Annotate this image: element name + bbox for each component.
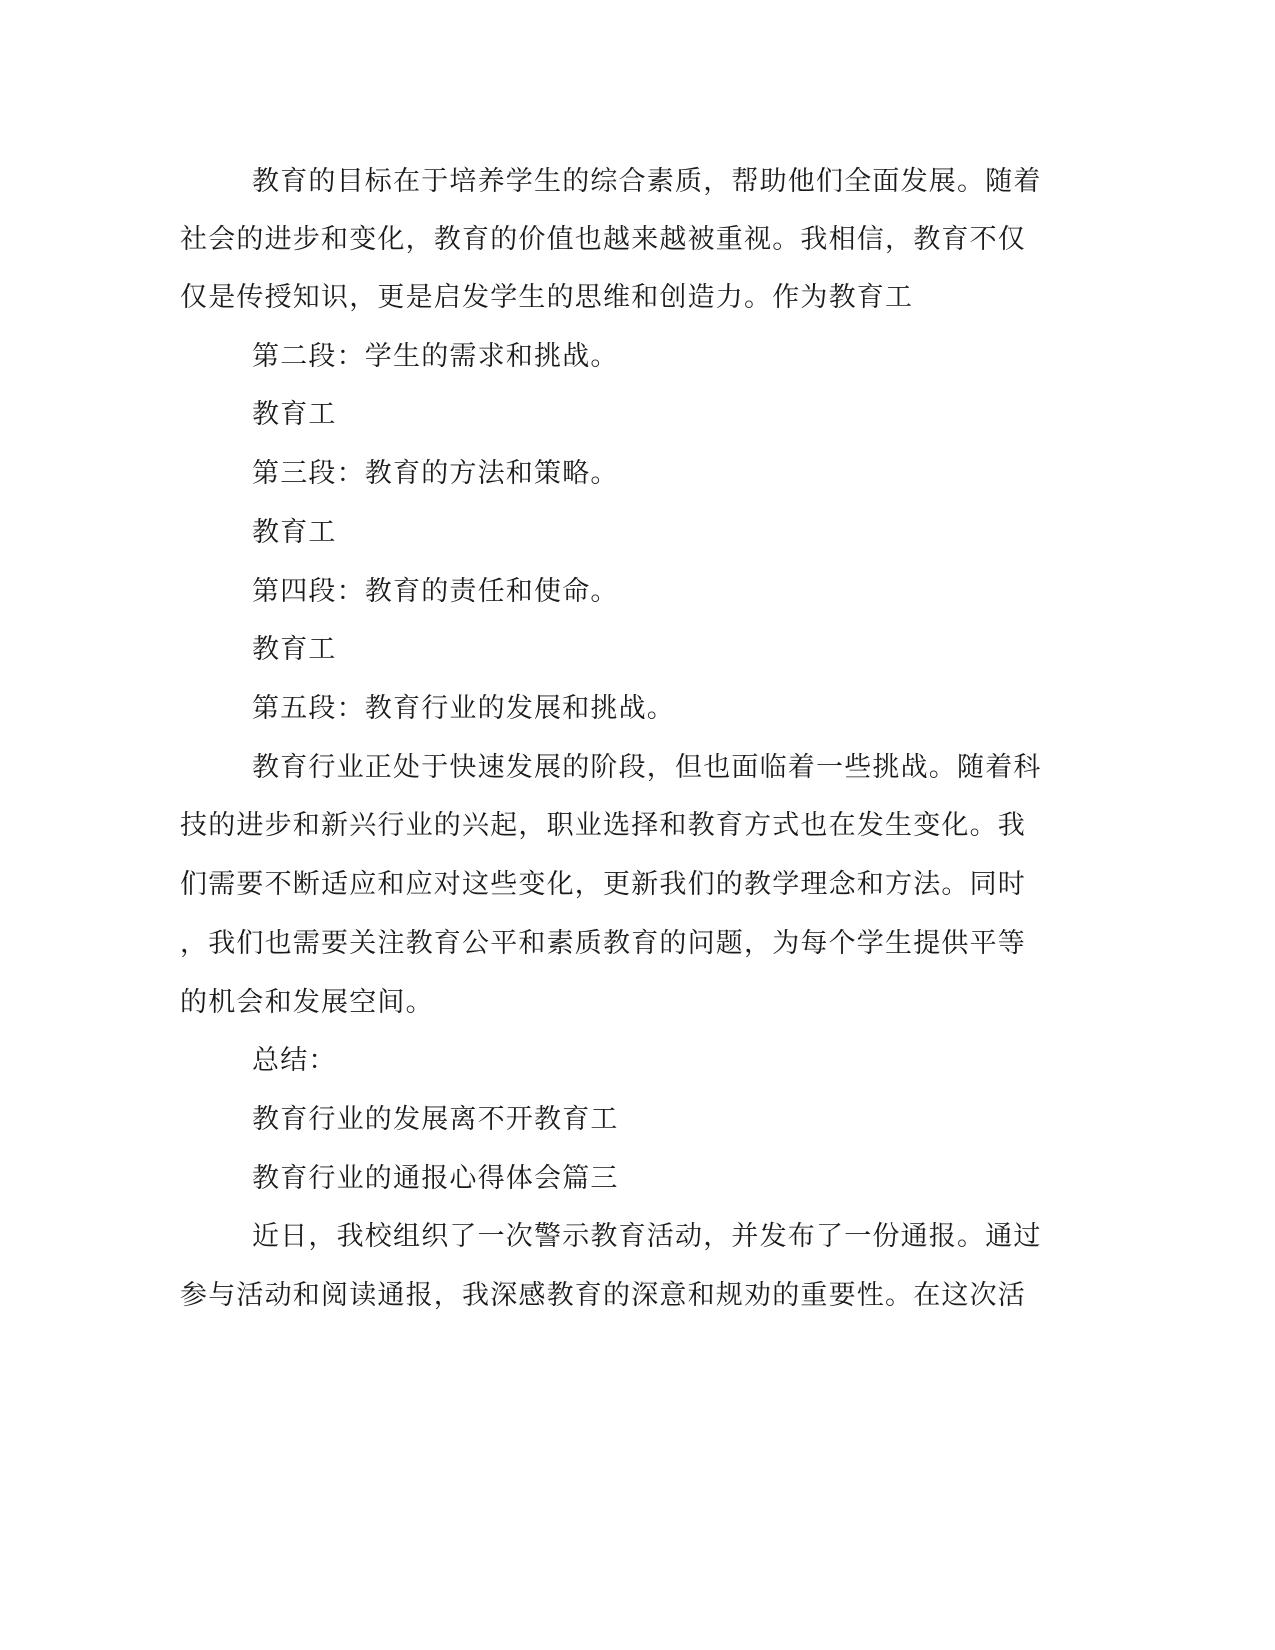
text-line: 教育行业正处于快速发展的阶段，但也面临着一些挑战。随着科 (252, 752, 1042, 783)
section-heading: 第二段：学生的需求和挑战。 (252, 341, 619, 372)
text-line: 仅是传授知识，更是启发学生的思维和创造力。作为教育工 (180, 282, 914, 313)
section-heading: 第五段：教育行业的发展和挑战。 (252, 693, 675, 724)
text-line: 教育工 (252, 517, 337, 548)
summary-heading: 总结： (252, 1045, 337, 1076)
text-line: 参与活动和阅读通报，我深感教育的深意和规劝的重要性。在这次活 (180, 1280, 1026, 1311)
text-line: 近日，我校组织了一次警示教育活动，并发布了一份通报。通过 (252, 1221, 1042, 1252)
text-line: 教育的目标在于培养学生的综合素质，帮助他们全面发展。随着 (252, 166, 1042, 197)
text-line: 教育工 (252, 399, 337, 430)
text-line: 技的进步和新兴行业的兴起，职业选择和教育方式也在发生变化。我 (180, 810, 1026, 841)
text-line: 社会的进步和变化，教育的价值也越来越被重视。我相信，教育不仅 (180, 224, 1026, 255)
section-heading: 第四段：教育的责任和使命。 (252, 576, 619, 607)
text-line: 的机会和发展空间。 (180, 987, 434, 1018)
text-line: 教育工 (252, 634, 337, 665)
text-line: ，我们也需要关注教育公平和素质教育的问题，为每个学生提供平等 (180, 928, 1026, 959)
text-line: 教育行业的发展离不开教育工 (252, 1104, 619, 1135)
article-title: 教育行业的通报心得体会篇三 (252, 1163, 619, 1194)
section-heading: 第三段：教育的方法和策略。 (252, 458, 619, 489)
text-line: 们需要不断适应和应对这些变化，更新我们的教学理念和方法。同时 (180, 869, 1026, 900)
